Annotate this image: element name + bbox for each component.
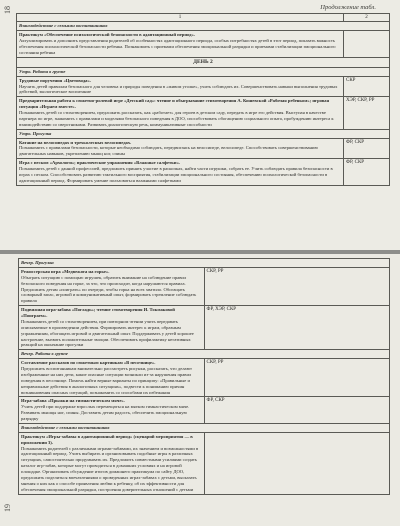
activity-description: Познакомить с правилами безопасности, которые необходимо соблюдать, передвигаясь на велосипеде, велосипеде. Способствовать совершенствованию двигательных навыков, укреплению мышц ног, спины	[19, 145, 318, 157]
activity-description: Познакомить детей с данной профессией, предложить принять участие в раскопках, найти части игрушки, собрать ее. Учить соблюдать правила безопасности в играх с песком. Способствовать развитию тактильного восприятия, стабилизации эмоционального состояния, обеспечению психологической безопасности в адаптационный период. Формировать умение пользоваться влажными салфетками	[19, 166, 333, 183]
section-row	[17, 22, 390, 31]
section-heading: Вечер. Прогулка	[21, 260, 54, 265]
section-heading: Утро. Работа в группе	[19, 68, 66, 74]
activity-cell	[17, 159, 344, 186]
activity-description: Познакомить родителей с различными играми-забавами, их значением и возможностями в адаптационный период. Учить выбирать и организовывать подобные игры в различных ситуациях, самостоятельно придумывать их. Предложить совместными усилиями создать каталог игр-забав, которые могут проводиться в домашних условиях и на игровой площадке. Организовать обсуждение итогов домашнего практикума по сайту ДОО, предложить поделиться впечатлениями о проведенных играх-забавах с детьми, высказать мнения о них как о способе проявления любви к ребенку, об их эффективности для обеспечения эмоциональной разрядки, построения доверительных отношений с детьми	[21, 445, 199, 492]
section-heading: Вечер. Работа в группе	[21, 351, 68, 357]
activity-row	[17, 138, 390, 159]
continuation-label: Продолжение табл.	[320, 4, 376, 11]
activity-title: Игра с песком «Архологи»; практические упражнения «Влажные салфетки».	[19, 160, 181, 166]
activity-title: Режиссерская игра «Медвежата на горке».	[21, 268, 110, 274]
page-number: 19	[3, 504, 12, 512]
page-bottom	[0, 254, 400, 526]
activity-title: Катание на велосипедах и трехколесных велосипедах.	[19, 139, 132, 145]
activity-cell	[19, 306, 205, 350]
activity-description: Обыграть ситуацию с помощью игрушек, обратить внимание на соблюдение правил безопасного поведения на горке, за что, что происходит, когда нарушаются правила. Предложить детям «поиграть» по очереди, чтобы горка на всех хватило. Обогащать словарный запас, игровой и коммуникативный опыт, формировать стремление соблюдать правила	[21, 274, 197, 304]
development-area	[344, 31, 390, 58]
activity-title: Подвижная игра-забава «Погладь»; чтение стихотворения И. Токмаковой «Поиграем».	[21, 307, 175, 318]
activity-row	[19, 306, 390, 350]
header-col-1: 1	[17, 14, 344, 22]
development-area: ФР, СКР	[344, 159, 390, 186]
activity-title: Предварительная работа к сюжетно-ролевой игре «Детский сад»: чтение и обыгрывание стихотворения А. Кошевской «Рабочая ребенком»; игровая ситуация «Играем вместе».	[19, 98, 330, 110]
page-number: 18	[3, 6, 12, 14]
activity-cell	[17, 31, 344, 58]
header-col-2: 2	[344, 14, 390, 22]
activity-title: Игра-забава «Прыжки на гимнастическом мяче».	[21, 398, 125, 404]
activity-row	[19, 397, 390, 424]
activity-title: Трудовые поручения «Цветовода».	[19, 77, 91, 83]
plan-table-bottom	[18, 258, 390, 495]
development-area: СКР, РР	[204, 267, 390, 305]
section-row	[17, 129, 390, 138]
activity-title: Составление рассказов по сюжетным картинкам «В песочнице».	[21, 360, 156, 366]
section-row	[19, 350, 390, 359]
development-area: ФР, СКР	[204, 397, 390, 424]
activity-cell	[17, 138, 344, 159]
activity-row	[17, 31, 390, 58]
activity-row	[17, 97, 390, 129]
section-heading: Утро. Прогулка	[19, 130, 52, 136]
activity-description: Познакомить детей со стихотворением, при повторном чтении учить передавать описываемые в произведении действия. Формировать интерес к играм, образным упражнениям, обогащать игровой и двигательный опыт. Поддерживать у детей хорошее настроение, вызвать положительные эмоции. Обеспечивать профилактику негативных реакций на окончание прогулки	[21, 318, 194, 348]
activity-description: Актуализировать и дополнить представления родителей об особенностях адаптационного периода, особых потребностях детей в этот период, показать важность обеспечения психологической безопасности ребенка. Познакомить с приемами обеспечения эмоциональной разрядки и приемами стабилизации эмоционального состояния ребенка	[19, 38, 336, 55]
day-heading: ДЕНЬ 2	[17, 57, 390, 67]
activity-row	[19, 267, 390, 305]
activity-description: Научить детей правилам безопасного для человека и природы поведения в «живом уголке», учить соблюдать их. Совершенствовать навыки выполнения трудовых действий, экологическое воспитание	[19, 83, 338, 95]
section-heading: Взаимодействие с семьями воспитанников	[19, 23, 108, 29]
section-row	[17, 67, 390, 76]
development-area	[204, 432, 390, 494]
activity-row	[17, 159, 390, 186]
activity-description: Предложить воспитанникам внимательно рассмотреть рисунки, рассказать, что делают изображенные на них дети, какие опасные ситуации возникли из-за нарушения правил поведения в песочнице. Помочь найти верные варианты по принципу: «Правильные и неправильные действия в аналогичных ситуациях», подвести к пониманию причин возникновения опасных ситуаций, познакомить со способами их избежания	[21, 366, 192, 395]
activity-description: Учить детей при поддержке взрослых перемещаться на мягком гимнастическом мяче. Развивать мышцы ног, спины. Доставить детям радость, обеспечить эмоциональную разрядку	[21, 404, 190, 421]
activity-title: Практикум «Обеспечение психологической безопасности в адаптационный период».	[19, 32, 195, 38]
activity-cell	[19, 359, 205, 397]
activity-cell	[19, 432, 205, 494]
activity-cell	[17, 97, 344, 129]
section-heading: Взаимодействие с семьями воспитанников	[21, 424, 110, 430]
activity-row	[19, 432, 390, 494]
activity-title: Практикум «Игры-забавы в адаптационный период» (сценарий мероприятия — в приложении 3).	[21, 433, 193, 445]
development-area: ХЭР, СКР, РР	[344, 97, 390, 129]
development-area: ФР, ХЭР, СКР	[204, 306, 390, 350]
activity-description: Познакомить детей со стихотворением, предложить рассказать, как «работает» для героев в детском саду, передать в игре его действия. Выступая в качестве партнера по игре, знакомить с правилами и моделями безопасного поведения в ДОО, способствовать обогащению социального опыта, пробуждению интереса к взаимодействию со сверстниками. Развивать диалогическую речь, коммуникативные способности	[19, 110, 334, 127]
day-heading-row	[17, 57, 390, 67]
development-area: СКР, РР	[204, 359, 390, 397]
development-area: ФР, СКР	[344, 138, 390, 159]
section-row	[19, 423, 390, 432]
activity-cell	[19, 397, 205, 424]
activity-cell	[19, 267, 205, 305]
activity-cell	[17, 76, 344, 97]
header-row	[17, 14, 390, 22]
development-area: СКР	[344, 76, 390, 97]
plan-table-top	[16, 13, 390, 186]
page-top	[0, 0, 400, 250]
section-row	[19, 259, 390, 268]
activity-row	[19, 359, 390, 397]
activity-row	[17, 76, 390, 97]
